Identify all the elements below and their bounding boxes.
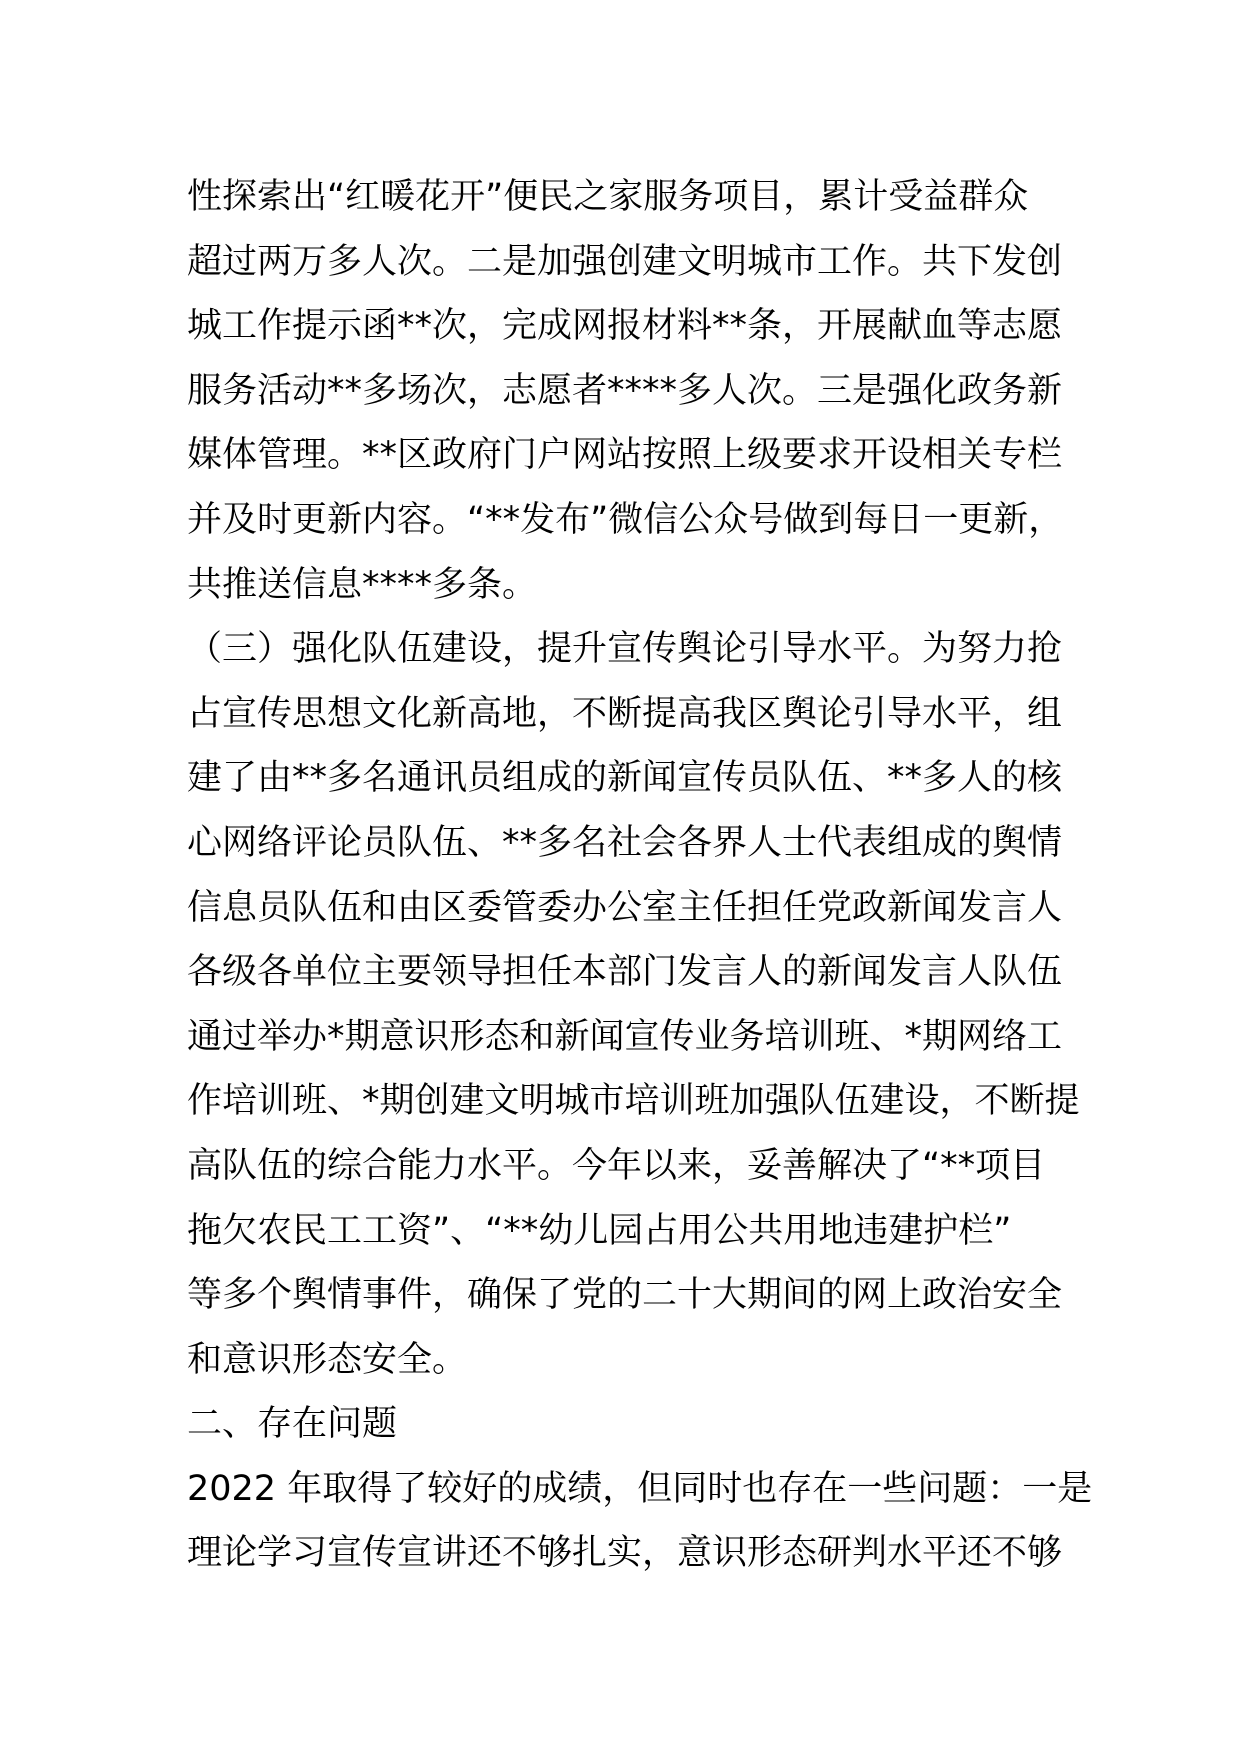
text-line: 拖欠农民工工资”、“**幼儿园占用公共用地违建护栏” [187,1210,1012,1251]
text-line: 建了由**多名通讯员组成的新闻宣传员队伍、**多人的核 [187,758,1063,799]
text-line: 和意识形态安全。 [187,1339,468,1380]
text-line: 占宣传思想文化新高地，不断提高我区舆论引导水平，组 [187,693,1063,734]
text-line: 并及时更新内容。“**发布”微信公众号做到每日一更新， [187,499,1064,540]
text-line: 心网络评论员队伍、**多名社会各界人士代表组成的舆情 [187,822,1063,863]
text-line: 2022 年取得了较好的成绩，但同时也存在一些问题：一是 [187,1468,1093,1509]
text-line: 共推送信息****多条。 [187,564,538,605]
text-line: 城工作提示函**次，完成网报材料**条，开展献血等志愿 [187,306,1063,347]
text-line: 作培训班、*期创建文明城市培训班加强队伍建设，不断提 [187,1081,1080,1122]
section-heading: 二、存在问题 [187,1404,398,1445]
text-line: 高队伍的综合能力水平。今年以来，妥善解决了“**项目 [187,1145,1046,1186]
body-text [187,165,1093,1586]
text-line: 等多个舆情事件，确保了党的二十大期间的网上政治安全 [187,1275,1063,1316]
text-line: 通过举办*期意识形态和新闻宣传业务培训班、*期网络工 [187,1016,1063,1057]
text-line: 各级各单位主要领导担任本部门发言人的新闻发言人队伍 [187,952,1063,993]
text-line: 服务活动**多场次，志愿者****多人次。三是强化政务新 [187,370,1063,411]
text-line: 信息员队伍和由区委管委办公室主任担任党政新闻发言人 [187,887,1063,928]
section-heading-line: （三）强化队伍建设，提升宣传舆论引导水平。为努力抢 [187,629,1063,670]
text-line: 理论学习宣传宣讲还不够扎实，意识形态研判水平还不够 [187,1533,1063,1574]
text-line: 媒体管理。**区政府门户网站按照上级要求开设相关专栏 [187,435,1063,476]
text-line: 性探索出“红暖花开”便民之家服务项目，累计受益群众 [187,177,1029,217]
text-line: 超过两万多人次。二是加强创建文明城市工作。共下发创 [187,241,1063,282]
